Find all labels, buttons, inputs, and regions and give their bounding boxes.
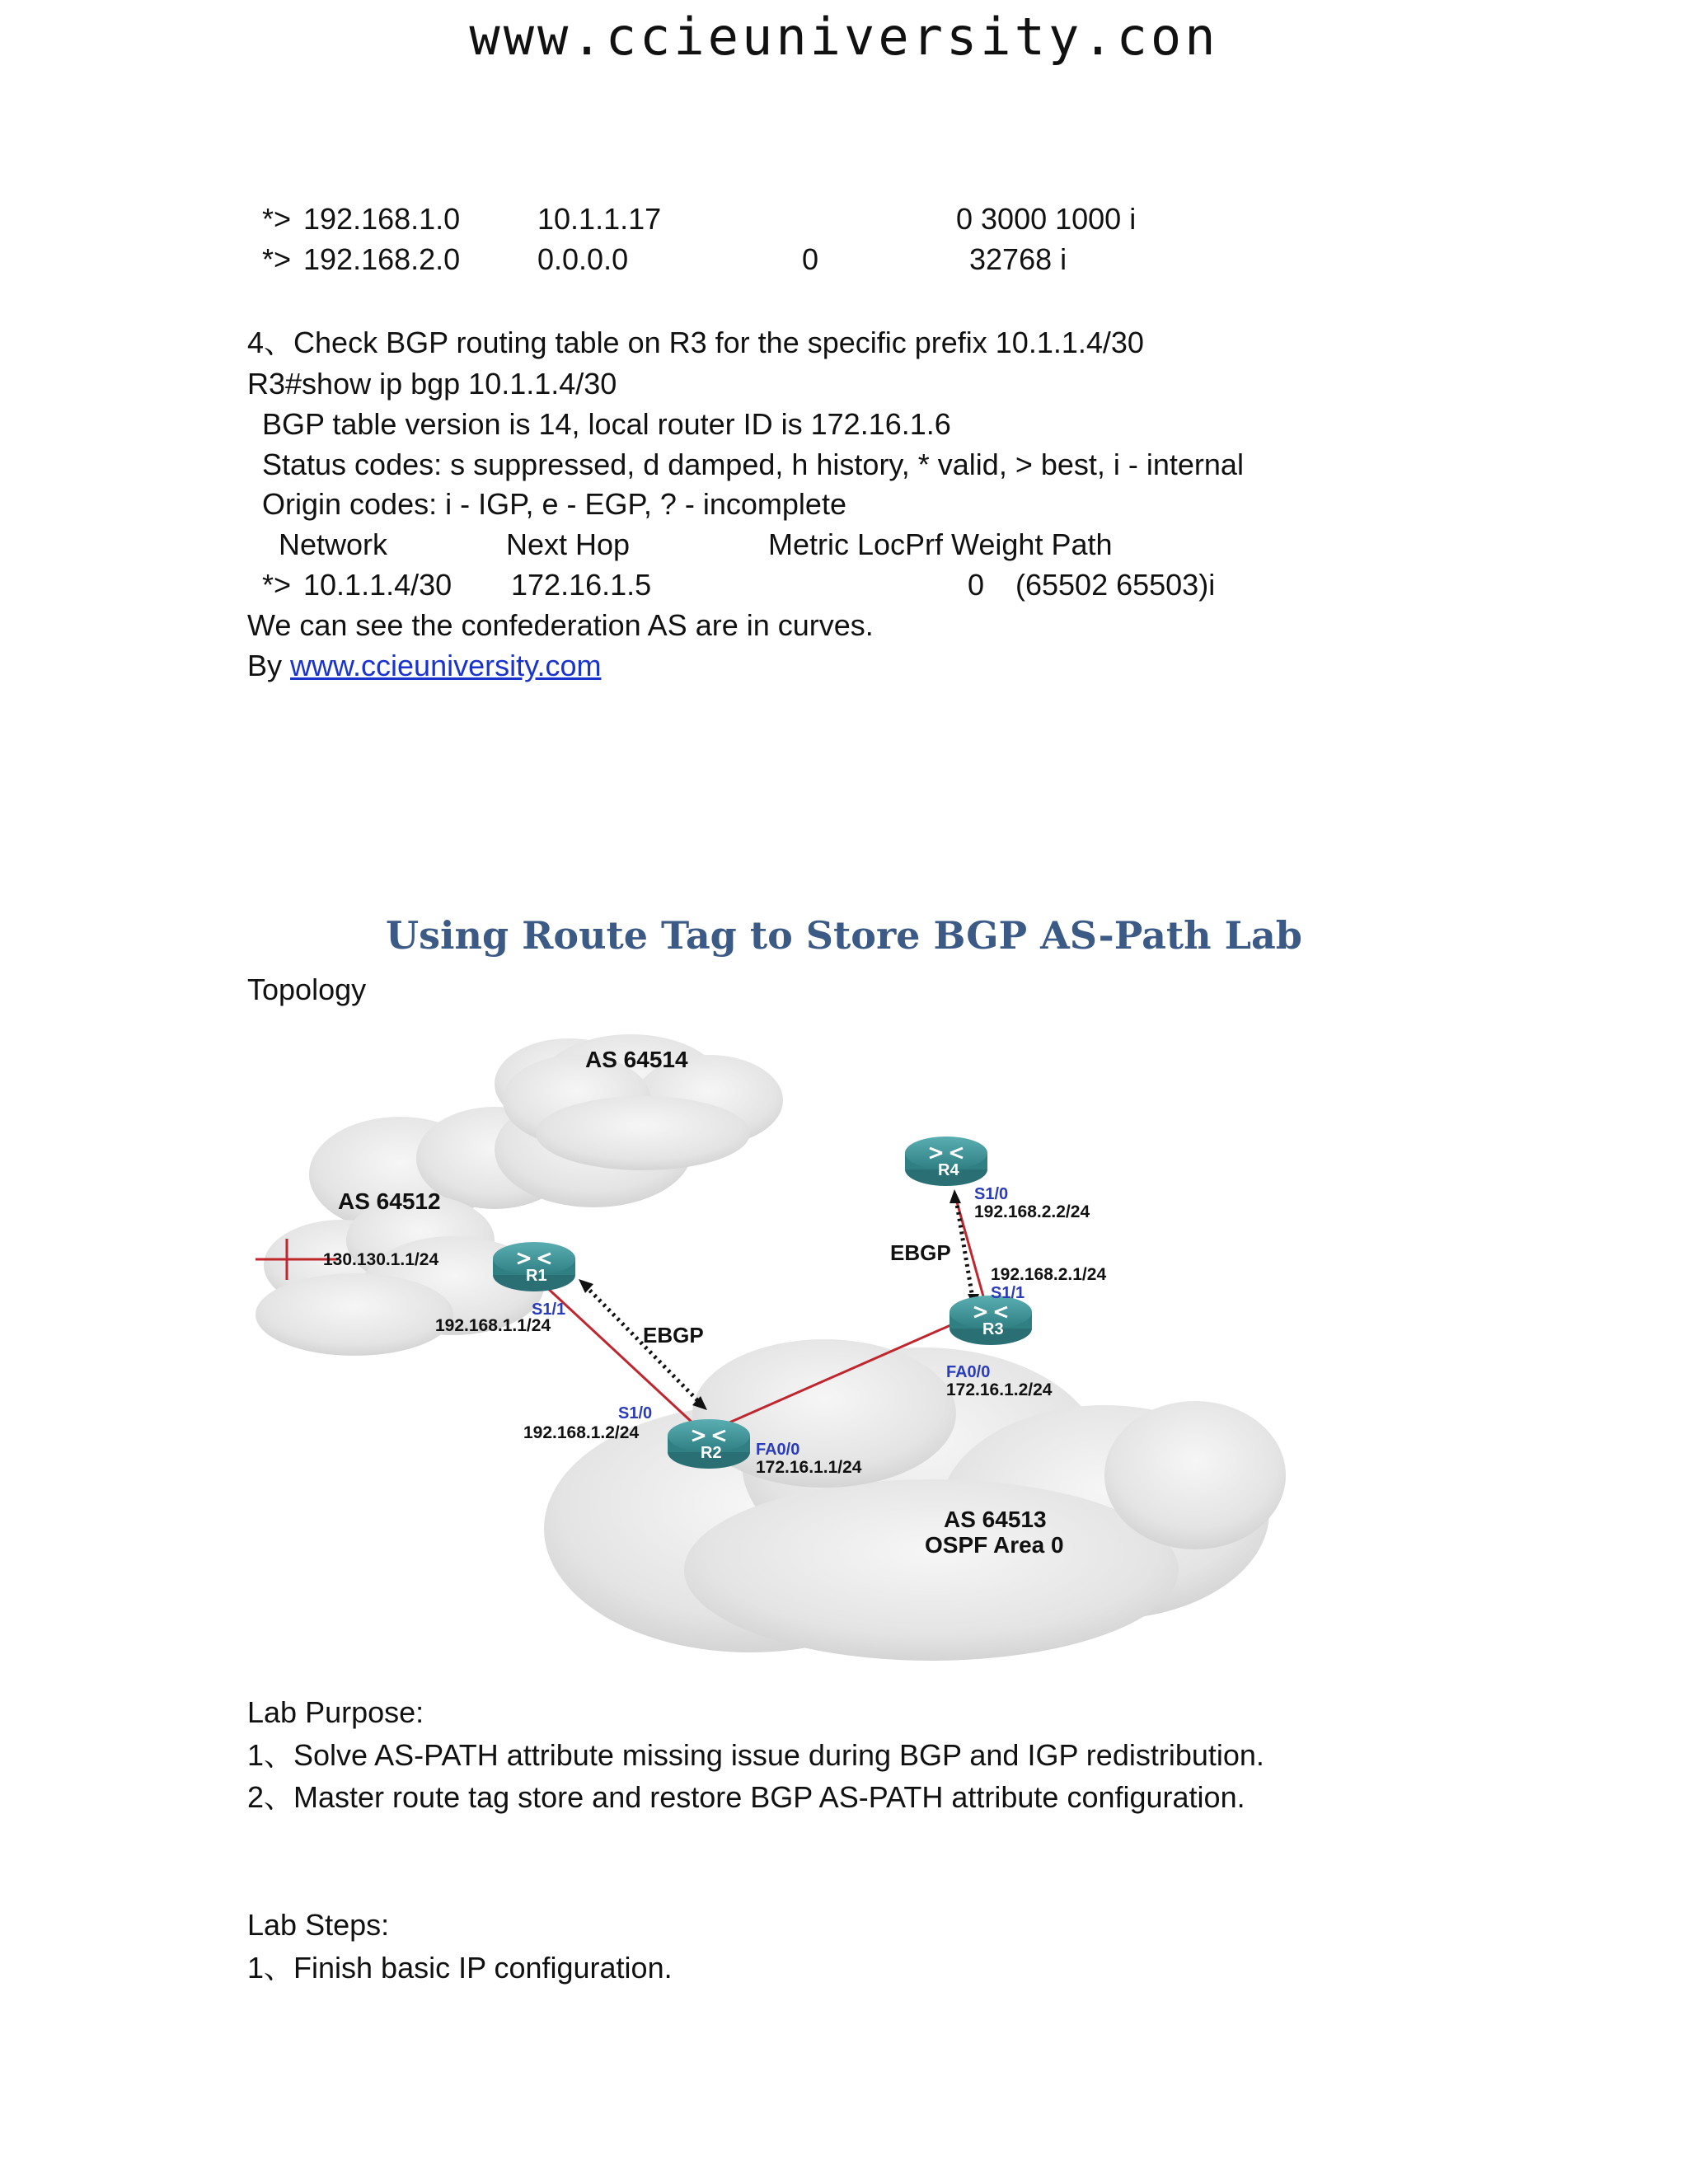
site-link[interactable]: www.ccieuniversity.com — [290, 649, 602, 682]
ebgp-left-label: EBGP — [643, 1323, 704, 1347]
router-name: R4 — [938, 1161, 959, 1179]
r2-s10-ip: 192.168.1.2/24 — [523, 1423, 640, 1442]
as64513-label: AS 64513 — [944, 1507, 1047, 1532]
col-network-header: Network — [279, 527, 388, 561]
lab-purpose-item: 2、Master route tag store and restore BGP AS-PATH attribute configuration. — [247, 1780, 1245, 1814]
step4-command: R3#show ip bgp 10.1.1.4/30 — [247, 367, 617, 401]
row-path: 32768 i — [969, 242, 1067, 276]
row-code: *> — [262, 568, 292, 602]
confederation-note: We can see the confederation AS are in curves. — [247, 608, 874, 642]
as64512-label: AS 64512 — [338, 1188, 441, 1214]
r2-fa00-label: FA0/0 — [756, 1441, 800, 1459]
row-weight: 0 — [968, 568, 985, 602]
r2-fa00-ip: 172.16.1.1/24 — [756, 1458, 862, 1477]
router-r1[interactable] — [493, 1242, 575, 1291]
router-r4[interactable] — [905, 1137, 987, 1186]
r3-fa00-ip: 172.16.1.2/24 — [946, 1380, 1053, 1399]
router-name: R1 — [526, 1267, 547, 1285]
as64514-label: AS 64514 — [585, 1047, 688, 1072]
r3-s11-ip: 192.168.2.1/24 — [991, 1265, 1107, 1284]
topology-diagram — [247, 1001, 1286, 1661]
r3-s11-label: S1/1 — [991, 1284, 1025, 1302]
bgp-version-line: BGP table version is 14, local router ID is 172.16.1.6 — [262, 407, 951, 441]
r3-fa00-label: FA0/0 — [946, 1363, 991, 1381]
router-name: R3 — [982, 1320, 1004, 1338]
row-code: *> — [262, 242, 292, 276]
r1-s11-label: S1/1 — [532, 1301, 566, 1319]
lab-step-item: 1、Finish basic IP configuration. — [247, 1951, 673, 1985]
lab-title: Using Route Tag to Store BGP AS-Path Lab — [386, 913, 1302, 958]
router-r3[interactable] — [950, 1296, 1032, 1345]
row-code: *> — [262, 202, 292, 236]
row-metric: 0 — [802, 242, 819, 276]
r4-s10-label: S1/0 — [974, 1185, 1009, 1203]
row-network: 192.168.2.0 — [303, 242, 461, 276]
step4-heading: 4、Check BGP routing table on R3 for the specific prefix 10.1.1.4/30 — [247, 326, 1144, 359]
by-line — [247, 651, 601, 681]
row-network: 192.168.1.0 — [303, 202, 461, 236]
col-rest-header: Metric LocPrf Weight Path — [768, 527, 1113, 561]
lab-steps-label: Lab Steps: — [247, 1908, 390, 1942]
router-name: R2 — [701, 1444, 722, 1462]
by-prefix: By — [247, 649, 283, 682]
bgp-status-line: Status codes: s suppressed, d damped, h history, * valid, > best, i - internal — [262, 448, 1244, 481]
bgp-origin-line: Origin codes: i - IGP, e - EGP, ? - incomplete — [262, 487, 846, 521]
lab-purpose-label: Lab Purpose: — [247, 1695, 424, 1729]
site-header: www.ccieuniversity.con — [469, 7, 1219, 67]
r2-s10-label: S1/0 — [618, 1404, 653, 1422]
topology-label: Topology — [247, 972, 367, 1006]
row-path: (65502 65503)i — [1015, 568, 1216, 602]
lab-purpose-item: 1、Solve AS-PATH attribute missing issue during BGP and IGP redistribution. — [247, 1738, 1264, 1772]
row-path: 0 3000 1000 i — [956, 202, 1137, 236]
col-next-hop-header: Next Hop — [506, 527, 631, 561]
row-next-hop: 10.1.1.17 — [537, 202, 662, 236]
row-next-hop: 0.0.0.0 — [537, 242, 629, 276]
ebgp-right-label: EBGP — [890, 1240, 951, 1265]
row-network: 10.1.1.4/30 — [303, 568, 452, 602]
r1-loopback-ip: 130.130.1.1/24 — [323, 1250, 439, 1269]
ospf-area-label: OSPF Area 0 — [925, 1532, 1064, 1558]
r4-s10-ip: 192.168.2.2/24 — [974, 1202, 1090, 1221]
row-next-hop: 172.16.1.5 — [511, 568, 652, 602]
r1-s11-ip: 192.168.1.1/24 — [435, 1316, 551, 1335]
router-r2[interactable] — [668, 1419, 750, 1469]
